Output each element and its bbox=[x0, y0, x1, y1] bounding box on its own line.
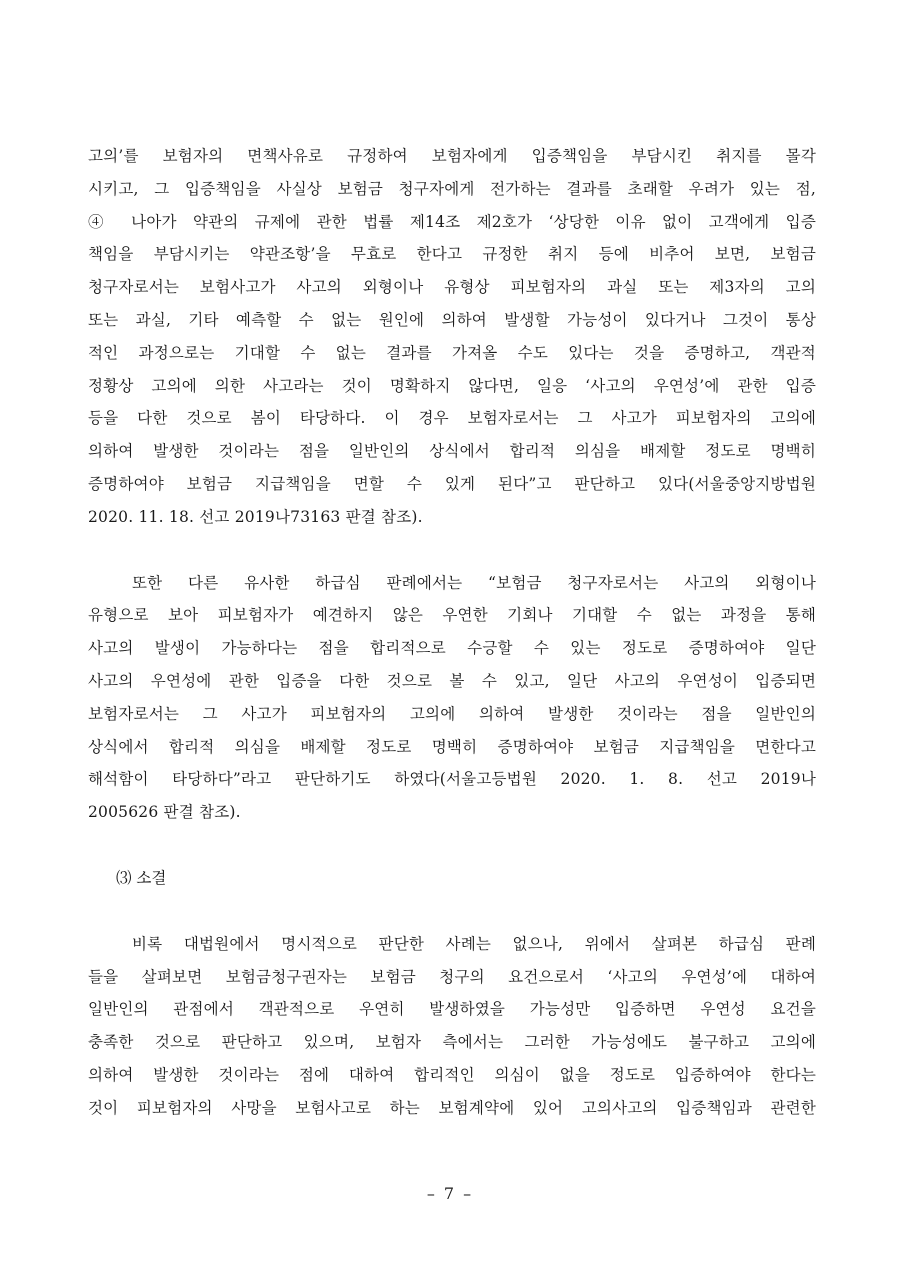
text-line: 시키고, 그 입증책임을 사실상 보험금 청구자에게 전가하는 결과를 초래할 우려가 있는 점, bbox=[88, 179, 816, 198]
text-line: 의하여 발생한 것이라는 점을 일반인의 상식에서 합리적 의심을 배제할 정도로 명백히 bbox=[88, 442, 816, 461]
text-line: 증명하여야 보험금 지급책임을 면할 수 있게 된다”고 판단하고 있다(서울중앙지방법원 bbox=[88, 474, 816, 493]
text-line: 2005626 판결 참조). bbox=[88, 803, 241, 822]
text-line: 등을 다한 것으로 봄이 타당하다. 이 경우 보험자로서는 그 사고가 피보험자의 고의에 bbox=[88, 409, 816, 428]
text-line: 상식에서 합리적 의심을 배제할 정도로 명백히 증명하여야 보험금 지급책임을 면한다고 bbox=[88, 737, 816, 756]
text-line: ④ 나아가 약관의 규제에 관한 법률 제14조 제2호가 ‘상당한 이유 없이 고객에게 입증 bbox=[88, 212, 816, 231]
paragraph-conclusion bbox=[88, 928, 816, 1125]
paragraph-similar-precedent bbox=[88, 567, 816, 829]
paragraph-gap bbox=[88, 895, 816, 928]
text-line: 2020. 11. 18. 선고 2019나73163 판결 참조). bbox=[88, 507, 423, 526]
paragraph-continuation bbox=[88, 140, 816, 534]
text-line: 비록 대법원에서 명시적으로 판단한 사례는 없으나, 위에서 살펴본 하급심 판례 bbox=[132, 934, 816, 953]
text-line: 고의’를 보험자의 면책사유로 규정하여 보험자에게 입증책임을 부담시킨 취지를 몰각 bbox=[88, 147, 816, 165]
text-line: 의하여 발생한 것이라는 점에 대하여 합리적인 의심이 없을 정도로 입증하여야 한다는 bbox=[88, 1065, 816, 1084]
text-line: 적인 과정으로는 기대할 수 없는 결과를 가져올 수도 있다는 것을 증명하고, 객관적 bbox=[88, 343, 816, 362]
document-body bbox=[88, 140, 816, 1125]
text-line: 청구자로서는 보험사고가 사고의 외형이나 유형상 피보험자의 과실 또는 제3자의 고의 bbox=[88, 278, 816, 297]
paragraph-gap bbox=[88, 829, 816, 862]
text-line: 또는 과실, 기타 예측할 수 없는 원인에 의하여 발생할 가능성이 있다거나 그것이 통상 bbox=[88, 310, 816, 329]
text-line: 책임을 부담시키는 약관조항’을 무효로 한다고 규정한 취지 등에 비추어 보면, 보험금 bbox=[88, 245, 816, 264]
text-line: 유형으로 보아 피보험자가 예견하지 않은 우연한 기회나 기대할 수 없는 과정을 통해 bbox=[88, 606, 816, 625]
text-line: 정황상 고의에 의한 사고라는 것이 명확하지 않다면, 일응 ‘사고의 우연성’에 관한 입증 bbox=[88, 376, 816, 395]
text-line: 보험자로서는 그 사고가 피보험자의 고의에 의하여 발생한 것이라는 점을 일반인의 bbox=[88, 704, 816, 723]
paragraph-gap bbox=[88, 534, 816, 567]
text-line: 사고의 발생이 가능하다는 점을 합리적으로 수긍할 수 있는 정도로 증명하여야 일단 bbox=[88, 639, 816, 658]
text-line: 일반인의 관점에서 객관적으로 우연히 발생하였을 가능성만 입증하면 우연성 요건을 bbox=[88, 1000, 816, 1019]
text-line: 충족한 것으로 판단하고 있으며, 보험자 측에서는 그러한 가능성에도 불구하고 고의에 bbox=[88, 1033, 816, 1052]
text-line: 것이 피보험자의 사망을 보험사고로 하는 보험계약에 있어 고의사고의 입증책임과 관련한 bbox=[88, 1098, 816, 1117]
text-line: 또한 다른 유사한 하급심 판례에서는 “보험금 청구자로서는 사고의 외형이나 bbox=[132, 573, 816, 592]
section-heading: ⑶ 소결 bbox=[116, 868, 167, 887]
text-line: 해석함이 타당하다”라고 판단하기도 하였다(서울고등법원 2020. 1. 8. 선고 2019나 bbox=[88, 770, 816, 789]
text-line: 들을 살펴보면 보험금청구권자는 보험금 청구의 요건으로서 ‘사고의 우연성’에 대하여 bbox=[88, 967, 816, 986]
page-number: – 7 – bbox=[426, 1184, 474, 1203]
text-line: 사고의 우연성에 관한 입증을 다한 것으로 볼 수 있고, 일단 사고의 우연성이 입증되면 bbox=[88, 671, 816, 690]
